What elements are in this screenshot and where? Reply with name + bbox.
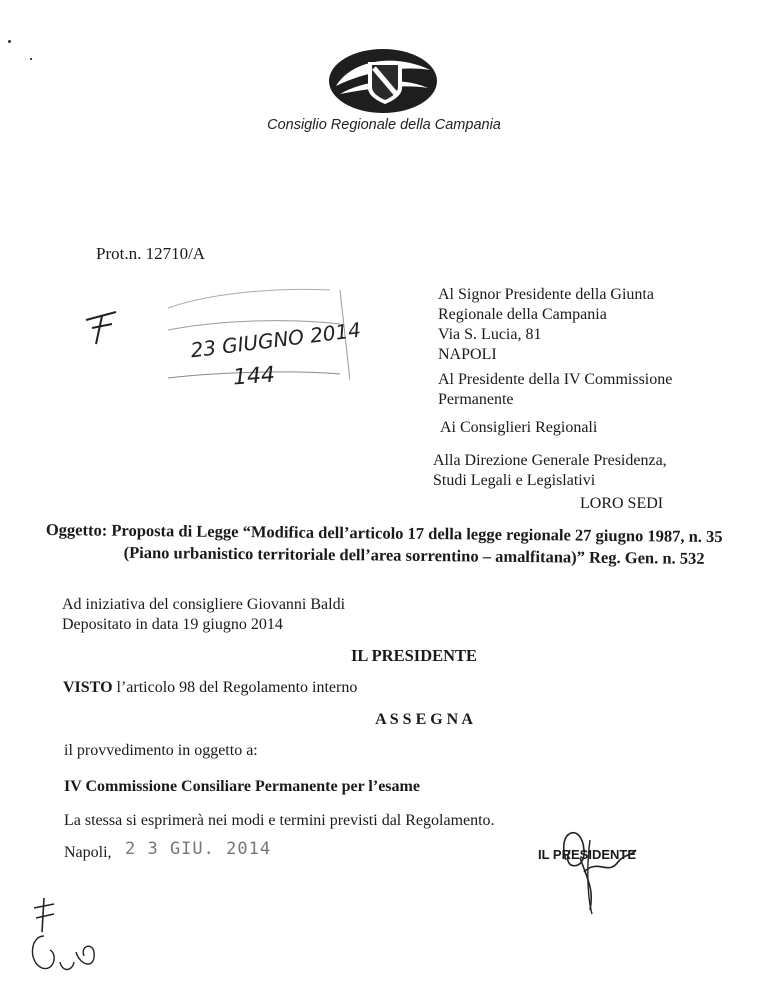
- commission-assignment: IV Commissione Consiliare Permanente per l’esame: [64, 778, 420, 795]
- stamp-handwritten-number: 144: [232, 362, 276, 391]
- recipient-line: NAPOLI: [438, 346, 497, 363]
- initiative-line: Ad iniziativa del consigliere Giovanni Baldi: [62, 596, 346, 613]
- regolamento-line: La stessa si esprimerà nei modi e termini previsti dal Regolamento.: [64, 812, 495, 829]
- subject: [46, 519, 746, 570]
- provvedimento-line: il provvedimento in oggetto a:: [64, 742, 258, 759]
- recipient-line: Al Signor Presidente della Giunta: [438, 286, 654, 303]
- stamp-handwritten-date: 23 GIUGNO 2014: [189, 317, 363, 363]
- campania-region-logo: [328, 48, 438, 114]
- recipient-block-2: [438, 370, 672, 410]
- deposit-line: Depositato in data 19 giugno 2014: [62, 616, 283, 633]
- place-label: Napoli,: [64, 844, 112, 861]
- handwritten-signature: [548, 810, 658, 920]
- recipient-block-4: [433, 451, 667, 491]
- loro-sedi: LORO SEDI: [580, 495, 664, 512]
- protocol-number: Prot.n. 12710/A: [96, 244, 206, 263]
- initiative-block: [62, 595, 345, 635]
- date-stamp: 2 3 GIU. 2014: [125, 839, 272, 859]
- recipient-block-3: [440, 418, 597, 438]
- recipient-line: Studi Legali e Legislativi: [433, 472, 596, 489]
- visto-label: VISTO: [63, 679, 113, 696]
- visto-line: [63, 679, 357, 697]
- handwritten-mark: [82, 308, 122, 346]
- handwritten-initials: [24, 892, 114, 982]
- issuer-name: Consiglio Regionale della Campania: [267, 117, 501, 133]
- presidente-heading: IL PRESIDENTE: [350, 646, 478, 665]
- recipient-line: Via S. Lucia, 81: [438, 326, 542, 343]
- subject-line-1: Oggetto: Proposta di Legge “Modifica dell’articolo 17 della legge regionale 27 giugno 1987, n. 35: [45, 519, 723, 547]
- assegna-heading: A S S E G N A: [375, 711, 473, 728]
- scan-speck: [30, 58, 32, 60]
- subject-line-2: (Piano urbanistico territoriale dell’area sorrentino – amalfitana)” Reg. Gen. n. 532: [123, 542, 705, 568]
- recipient-line: Alla Direzione Generale Presidenza,: [433, 452, 667, 469]
- recipient-line: Permanente: [438, 391, 514, 408]
- recipient-block-1: [438, 285, 654, 365]
- visto-text: l’articolo 98 del Regolamento interno: [112, 679, 358, 696]
- signature-label: IL PRESIDENTE: [538, 847, 637, 862]
- recipient-line: Al Presidente della IV Commissione: [438, 371, 673, 388]
- scan-speck: [8, 40, 11, 43]
- recipient-line: Regionale della Campania: [438, 306, 607, 323]
- recipient-line: Ai Consiglieri Regionali: [440, 419, 598, 436]
